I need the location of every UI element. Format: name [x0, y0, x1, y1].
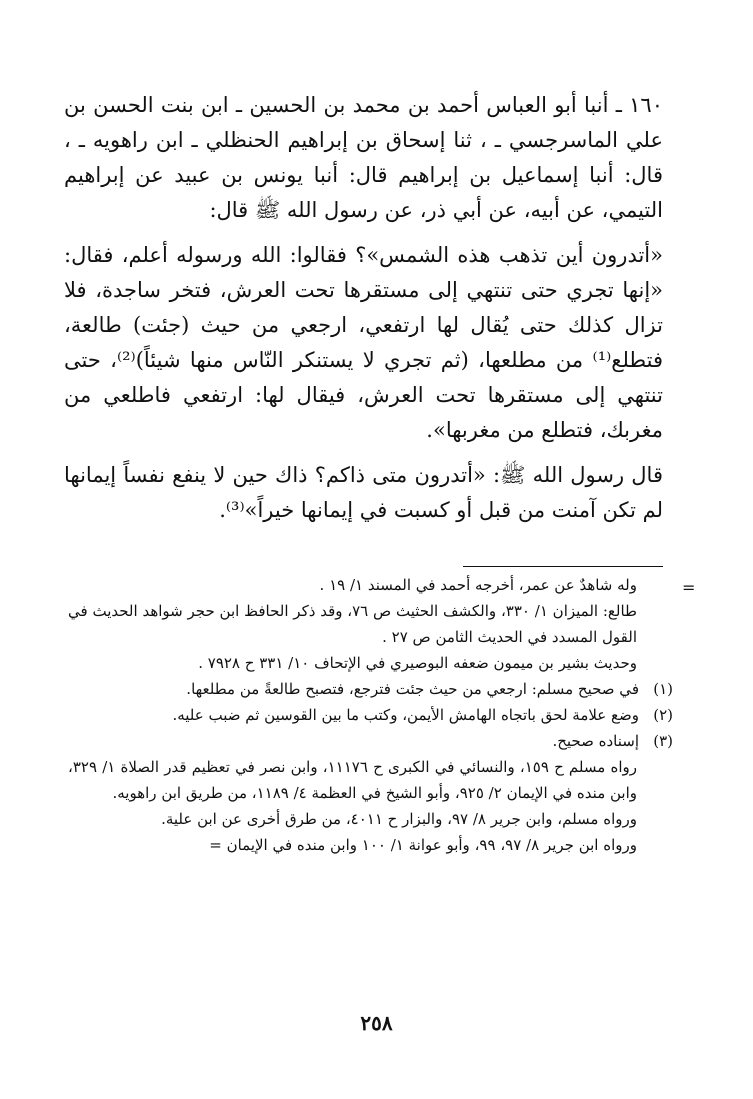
- footnote-line: [68, 806, 673, 832]
- footnote-line: [68, 572, 673, 598]
- footnote-line: [68, 728, 673, 754]
- footnote-line: [68, 832, 673, 858]
- hadith-isnad-paragraph: ١٦٠ ـ أنبا أبو العباس أحمد بن محمد بن الحسين ـ ابن بنت الحسن بن علي الماسرجسي ـ ، ثنا إسحاق بن إبراهيم الحنظلي ـ ابن راهويه ـ ، قال: أنبا إسماعيل بن إبراهيم قال: أنبا يونس بن عبيد عن إبراهيم التيمي، عن أبيه، عن أبي ذر، عن رسول الله ﷺ قال:: [64, 93, 663, 222]
- footnote-text: وضع علامة لحق باتجاه الهامش الأيمن، وكتب ما بين القوسين ثم ضبب عليه.: [172, 706, 639, 724]
- footnote-line: [68, 702, 673, 728]
- page-number: ٢٥٨: [360, 1011, 393, 1035]
- footnote-line: [68, 754, 673, 806]
- footnote-line: [68, 598, 673, 650]
- footnote-text: ورواه مسلم، وابن جرير ٨/ ٩٧، والبزار ح ٤٠١١، من طرق أخرى عن ابن علية.: [161, 810, 637, 828]
- footnotes: [68, 572, 673, 858]
- hadith-matn-paragraph: «أتدرون أين تذهب هذه الشمس»؟ فقالوا: الله ورسوله أعلم، فقال: «إنها تجري حتى تنتهي إلى مستقرها تحت العرش، فتخر ساجدة، فلا تزال كذلك حتى يُقال لها ارتفعي، ارجعي من حيث (جئت) طالعة، فتطلع⁽¹⁾ من مطلعها، (ثم تجري لا يستنكر النّاس منها شيئاً)⁽²⁾، حتى تنتهي إلى مستقرها تحت العرش، فيقال لها: ارتفعي فاطلعي من مغربك، فتطلع من مغربها».: [64, 243, 663, 442]
- footnote-text: طالع: الميزان ١/ ٣٣٠، والكشف الحثيث ص ٧٦، وقد ذكر الحافظ ابن حجر شواهد الحديث في القول المسدد في الحديث الثامن ص ٢٧ .: [68, 602, 637, 646]
- footnote-text: رواه مسلم ح ١٥٩، والنسائي في الكبرى ح ١١١٧٦، وابن نصر في تعظيم قدر الصلاة ١/ ٣٢٩، وابن منده في الإيمان ٢/ ٩٢٥، وأبو الشيخ في العظمة ٤/ ١١٨٩، من طريق ابن راهويه.: [68, 758, 637, 802]
- footnote-text: إسناده صحيح.: [552, 732, 639, 750]
- footnote-text: وحديث بشير بن ميمون ضعفه البوصيري في الإتحاف ١٠/ ٣٣١ ح ٧٩٢٨ .: [198, 654, 637, 672]
- footnote-divider: [463, 566, 663, 567]
- footnote-line: [68, 650, 673, 676]
- footnote-text: ورواه ابن جرير ٨/ ٩٧، ٩٩، وأبو عوانة ١/ ١٠٠ وابن منده في الإيمان =: [209, 836, 637, 854]
- footnote-text: في صحيح مسلم: ارجعي من حيث جئت فترجع، فتصبح طالعةً من مطلعها.: [186, 680, 639, 698]
- hadith-closing-paragraph: قال رسول الله ﷺ: «أتدرون متى ذاكم؟ ذاك حين لا ينفع نفساً إيمانها لم تكن آمنت من قبل أو كسبت في إيمانها خيراً»⁽³⁾.: [64, 463, 663, 522]
- footnote-number: (٢): [653, 706, 673, 724]
- main-text: [64, 88, 663, 528]
- footnote-line: [68, 676, 673, 702]
- footnote-text: وله شاهدٌ عن عمر، أخرجه أحمد في المسند ١/ ١٩ .: [319, 576, 637, 594]
- footnote-number: (١): [653, 680, 673, 698]
- footnote-continuation-mark: =: [682, 578, 696, 597]
- footnote-number: (٣): [653, 732, 673, 750]
